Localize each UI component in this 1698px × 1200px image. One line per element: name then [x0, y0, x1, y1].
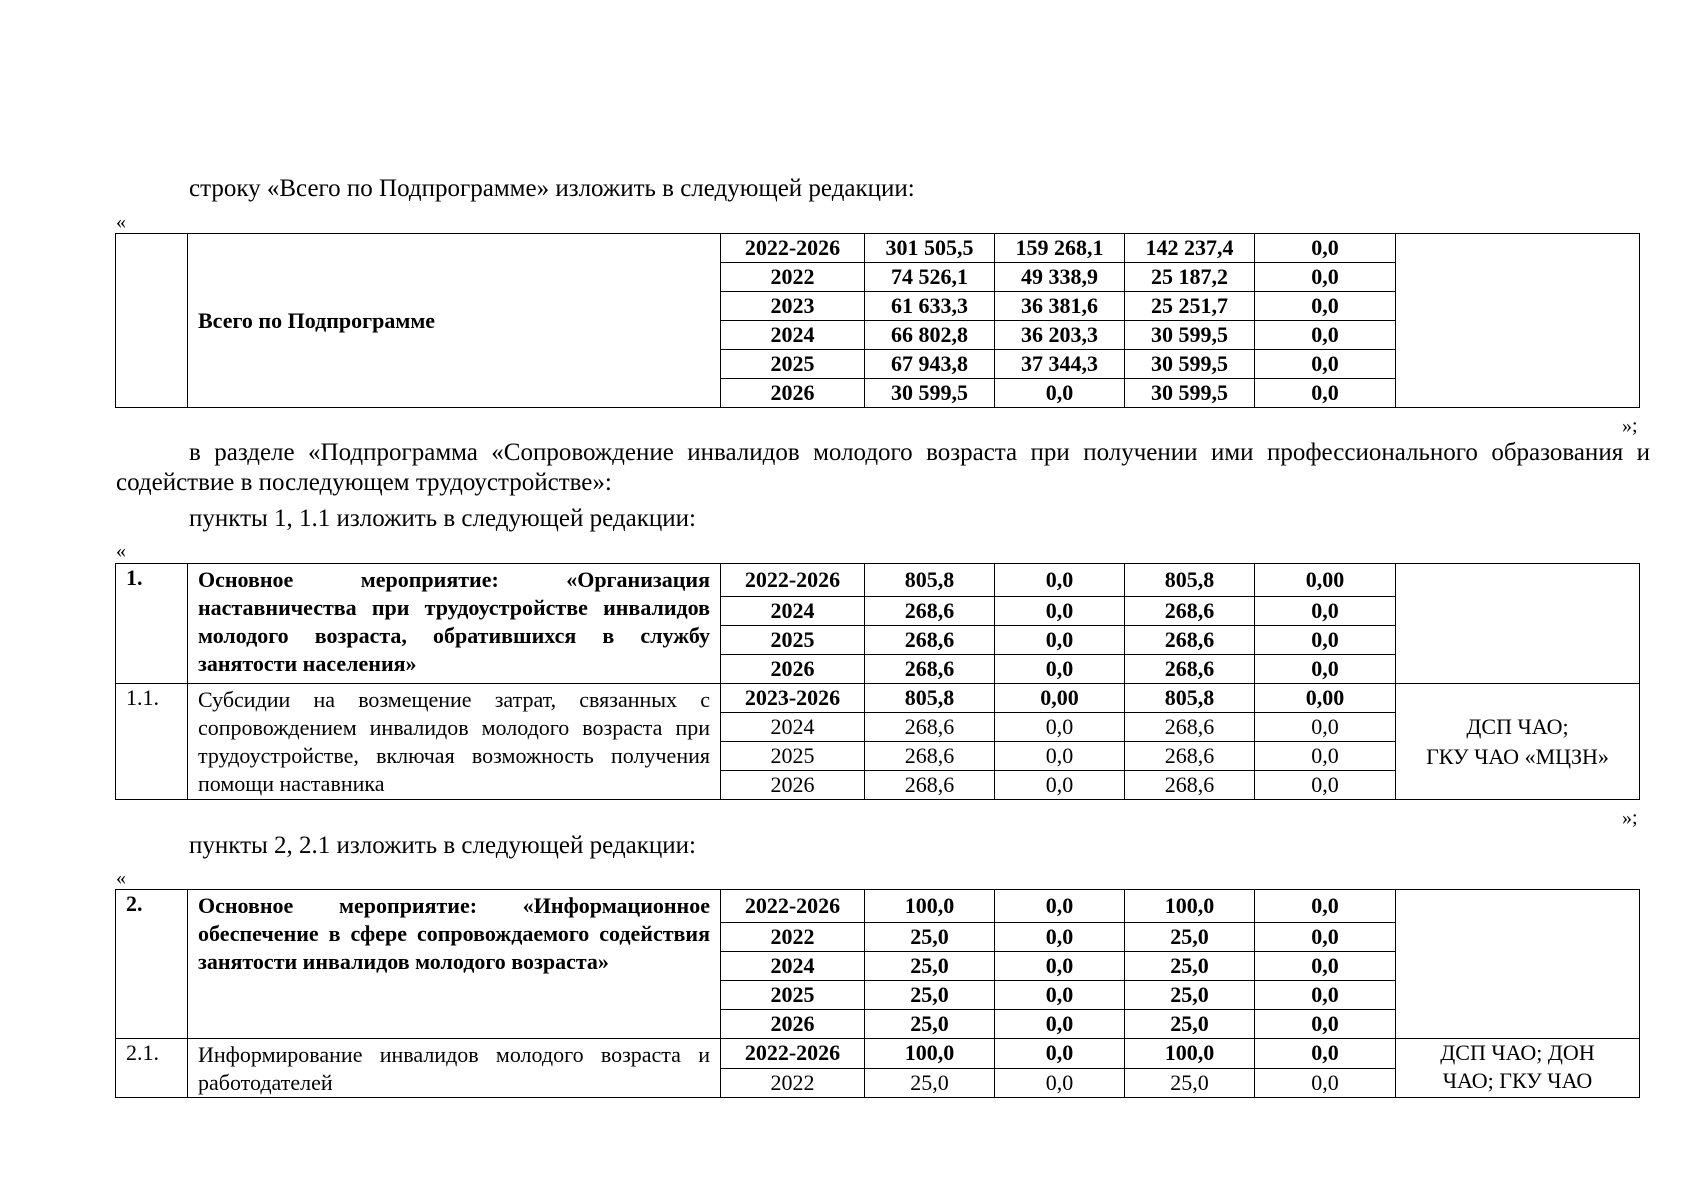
- period-cell: 2022: [721, 263, 865, 292]
- value-cell: 805,8: [1125, 564, 1255, 597]
- item-number: 2.1.: [116, 1039, 188, 1098]
- period-cell: 2024: [721, 713, 865, 742]
- period-cell: 2024: [721, 952, 865, 981]
- value-cell: 0,0: [1255, 923, 1396, 952]
- executor-line: ДСП ЧАО;: [1466, 713, 1569, 739]
- value-cell: 100,0: [1125, 890, 1255, 923]
- value-cell: 36 381,6: [995, 292, 1125, 321]
- value-cell: 0,0: [995, 379, 1125, 408]
- value-cell: 0,0: [1255, 263, 1396, 292]
- open-quote-2: «: [116, 540, 126, 562]
- value-cell: 25,0: [865, 981, 995, 1010]
- executor-cell: [1396, 234, 1640, 408]
- open-quote-1: «: [116, 211, 126, 233]
- value-cell: 0,0: [995, 771, 1125, 800]
- value-cell: 30 599,5: [1125, 350, 1255, 379]
- number-cell: [116, 234, 188, 408]
- table-row: [116, 890, 1640, 923]
- section-line-1: пункты 1, 1.1 изложить в следующей редакции:: [189, 505, 696, 532]
- executor-line: ЧАО; ГКУ ЧАО: [1442, 1068, 1593, 1093]
- value-cell: 25,0: [865, 923, 995, 952]
- value-cell: 30 599,5: [1125, 321, 1255, 350]
- value-cell: 30 599,5: [865, 379, 995, 408]
- period-cell: 2026: [721, 655, 865, 684]
- value-cell: 0,0: [995, 1039, 1125, 1069]
- value-cell: 0,00: [1255, 684, 1396, 713]
- value-cell: 0,0: [1255, 234, 1396, 263]
- value-cell: 0,0: [1255, 292, 1396, 321]
- value-cell: 25,0: [1125, 923, 1255, 952]
- value-cell: 301 505,5: [865, 234, 995, 263]
- period-cell: 2022: [721, 923, 865, 952]
- value-cell: 25 251,7: [1125, 292, 1255, 321]
- section-paragraph: в разделе «Подпрограмма «Сопровождение инвалидов молодого возраста при получении ими профессионального образования и содействие в последующем трудоустройстве»:: [116, 439, 1650, 496]
- executor-cell: [1396, 564, 1640, 684]
- value-cell: 0,0: [995, 1010, 1125, 1039]
- period-cell: 2023: [721, 292, 865, 321]
- value-cell: 0,0: [1255, 626, 1396, 655]
- value-cell: 268,6: [1125, 713, 1255, 742]
- value-cell: 805,8: [1125, 684, 1255, 713]
- value-cell: 268,6: [1125, 597, 1255, 626]
- table-row: [116, 234, 1640, 263]
- section-line-2: пункты 2, 2.1 изложить в следующей редакции:: [189, 832, 696, 859]
- close-quote-2: »;: [1622, 807, 1638, 829]
- value-cell: 0,0: [1255, 890, 1396, 923]
- executor-cell: [1396, 890, 1640, 1039]
- value-cell: 100,0: [865, 1039, 995, 1069]
- item-number: 2.: [116, 890, 188, 1039]
- period-cell: 2025: [721, 626, 865, 655]
- table-items-1: [115, 563, 1640, 800]
- item-name: Информирование инвалидов молодого возраста и работодателей: [188, 1039, 721, 1098]
- row-title: Всего по Подпрограмме: [188, 234, 721, 408]
- value-cell: 0,0: [1255, 379, 1396, 408]
- table-row: [116, 1039, 1640, 1069]
- value-cell: 0,0: [995, 626, 1125, 655]
- period-cell: 2022-2026: [721, 890, 865, 923]
- open-quote-3: «: [116, 867, 126, 889]
- value-cell: 268,6: [865, 655, 995, 684]
- value-cell: 0,0: [1255, 1039, 1396, 1069]
- item-name: Основное мероприятие: «Организация наставничества при трудоустройстве инвалидов молодого возраста, обратившихся в службу занятости населения»: [188, 564, 721, 684]
- value-cell: 66 802,8: [865, 321, 995, 350]
- value-cell: 0,0: [1255, 655, 1396, 684]
- value-cell: 805,8: [865, 684, 995, 713]
- period-cell: 2026: [721, 379, 865, 408]
- value-cell: 25,0: [865, 952, 995, 981]
- table-row: [116, 684, 1640, 713]
- intro-line: строку «Всего по Подпрограмме» изложить в следующей редакции:: [189, 175, 915, 202]
- executor-line: ГКУ ЧАО «МЦЗН»: [1426, 743, 1609, 769]
- period-cell: 2026: [721, 771, 865, 800]
- value-cell: 25,0: [1125, 952, 1255, 981]
- value-cell: 268,6: [1125, 771, 1255, 800]
- value-cell: 805,8: [865, 564, 995, 597]
- item-number: 1.: [116, 564, 188, 684]
- value-cell: 0,0: [995, 564, 1125, 597]
- executor-line: ДСП ЧАО; ДОН: [1440, 1040, 1595, 1065]
- table-row: [116, 564, 1640, 597]
- value-cell: 100,0: [865, 890, 995, 923]
- period-cell: 2022-2026: [721, 1039, 865, 1069]
- value-cell: 25,0: [1125, 1010, 1255, 1039]
- value-cell: 0,0: [995, 597, 1125, 626]
- value-cell: 142 237,4: [1125, 234, 1255, 263]
- value-cell: 36 203,3: [995, 321, 1125, 350]
- value-cell: 0,0: [995, 923, 1125, 952]
- value-cell: 100,0: [1125, 1039, 1255, 1069]
- period-cell: 2022-2026: [721, 234, 865, 263]
- value-cell: 268,6: [865, 597, 995, 626]
- period-cell: 2025: [721, 742, 865, 771]
- value-cell: 159 268,1: [995, 234, 1125, 263]
- value-cell: 0,0: [1255, 952, 1396, 981]
- value-cell: 0,0: [995, 952, 1125, 981]
- period-cell: 2024: [721, 321, 865, 350]
- value-cell: 0,0: [1255, 981, 1396, 1010]
- item-name: Основное мероприятие: «Информационное обеспечение в сфере сопровождаемого содействия занятости инвалидов молодого возраста»: [188, 890, 721, 1039]
- close-quote-1: »;: [1622, 415, 1638, 437]
- period-cell: 2022-2026: [721, 564, 865, 597]
- executor-cell: [1396, 1039, 1640, 1098]
- value-cell: 0,00: [1255, 564, 1396, 597]
- value-cell: 0,0: [1255, 713, 1396, 742]
- value-cell: 61 633,3: [865, 292, 995, 321]
- value-cell: 25,0: [1125, 1068, 1255, 1098]
- item-name: Субсидии на возмещение затрат, связанных с сопровождением инвалидов молодого возраста при трудоустройстве, включая возможность получения помощи наставника: [188, 684, 721, 800]
- period-cell: 2022: [721, 1068, 865, 1098]
- value-cell: 0,0: [995, 713, 1125, 742]
- value-cell: 0,0: [995, 655, 1125, 684]
- value-cell: 0,00: [995, 684, 1125, 713]
- value-cell: 0,0: [1255, 771, 1396, 800]
- table-items-2: [115, 889, 1640, 1098]
- period-cell: 2024: [721, 597, 865, 626]
- value-cell: 0,0: [1255, 321, 1396, 350]
- value-cell: 268,6: [865, 771, 995, 800]
- value-cell: 0,0: [1255, 1068, 1396, 1098]
- period-cell: 2025: [721, 981, 865, 1010]
- value-cell: 0,0: [1255, 597, 1396, 626]
- value-cell: 0,0: [995, 890, 1125, 923]
- value-cell: 0,0: [995, 742, 1125, 771]
- value-cell: 25,0: [865, 1010, 995, 1039]
- item-number: 1.1.: [116, 684, 188, 800]
- period-cell: 2025: [721, 350, 865, 379]
- value-cell: 0,0: [995, 981, 1125, 1010]
- value-cell: 49 338,9: [995, 263, 1125, 292]
- value-cell: 268,6: [1125, 742, 1255, 771]
- value-cell: 25 187,2: [1125, 263, 1255, 292]
- table-total-subprogram: [115, 233, 1640, 408]
- value-cell: 268,6: [865, 713, 995, 742]
- value-cell: 67 943,8: [865, 350, 995, 379]
- value-cell: 0,0: [1255, 742, 1396, 771]
- value-cell: 25,0: [1125, 981, 1255, 1010]
- period-cell: 2023-2026: [721, 684, 865, 713]
- value-cell: 25,0: [865, 1068, 995, 1098]
- executor-cell: [1396, 684, 1640, 800]
- value-cell: 268,6: [1125, 655, 1255, 684]
- value-cell: 74 526,1: [865, 263, 995, 292]
- value-cell: 268,6: [1125, 626, 1255, 655]
- value-cell: 0,0: [1255, 1010, 1396, 1039]
- value-cell: 37 344,3: [995, 350, 1125, 379]
- value-cell: 30 599,5: [1125, 379, 1255, 408]
- value-cell: 268,6: [865, 626, 995, 655]
- value-cell: 268,6: [865, 742, 995, 771]
- period-cell: 2026: [721, 1010, 865, 1039]
- value-cell: 0,0: [1255, 350, 1396, 379]
- value-cell: 0,0: [995, 1068, 1125, 1098]
